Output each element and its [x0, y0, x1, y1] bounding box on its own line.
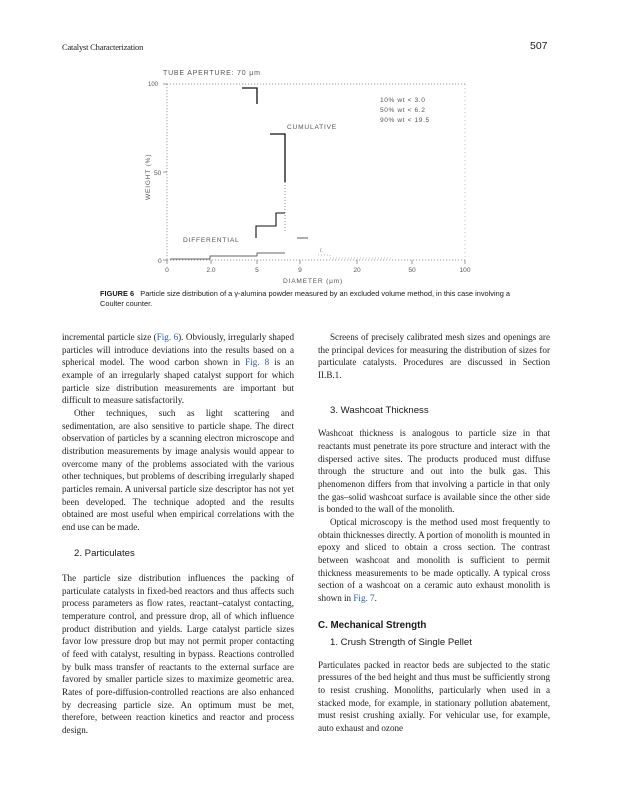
baseline-steps — [170, 253, 285, 259]
cumulative-curve-middle — [270, 134, 285, 182]
stat-line-50: 50% wt < 6.2 — [380, 107, 426, 114]
section-heading: C. Mechanical Strength — [318, 620, 427, 632]
x-tick-label: 5 — [255, 267, 259, 274]
cumulative-label: CUMULATIVE — [287, 124, 338, 131]
caption-text-after: -alumina powder measured by an excluded volume method, in this case involving a Coulter counter. — [100, 289, 511, 308]
paragraph: Other techniques, such as light scattering and sedimentation, are also sensitive to particle shape. The direct observation of particles by a scanning electron microscope and distribution measurements by image analysis would appear to overcome many of the problems associated with the various other techniques, but problems of describing irregularly shaped particles remain. A universal particle size descriptor has not yet been developed. The technique adopted and the results obtained are most useful when empirical correlations with the end use can be made. — [62, 407, 294, 532]
text-run: is an example of an irregularly shaped catalyst support for which particle size distribution measurements are important but difficult to measure satisfactorily. — [62, 357, 294, 406]
x-tick-label: 50 — [408, 267, 416, 274]
figure-link[interactable]: Fig. 7 — [353, 592, 375, 603]
figure-caption — [100, 289, 530, 309]
stat-line-10: 10% wt < 3.0 — [380, 97, 426, 104]
right-column — [318, 331, 550, 735]
paragraph — [62, 331, 294, 407]
caption-label: FIGURE 6 — [100, 289, 135, 298]
y-axis-label: WEIGHT (%) — [145, 153, 152, 200]
x-tick-label: 100 — [459, 267, 471, 274]
baseline-dotted — [318, 255, 392, 258]
small-marker: /. — [320, 248, 323, 254]
figure-6 — [130, 60, 490, 292]
paragraph — [318, 516, 550, 605]
tube-aperture-label: TUBE APERTURE: 70 μm — [163, 70, 261, 77]
section-heading: 3. Washcoat Thickness — [330, 404, 429, 416]
text-run: Optical microscopy is the method used most frequently to obtain thicknesses directly. A portion of monolith is mounted in epoxy and sliced to obtain a cross section. The contrast between washcoat and monolith is sufficient to permit thickness measurements to be made optically. A typical cross section of a washcoat on a ceramic auto exhaust monolith is shown in — [318, 516, 550, 603]
caption-gamma: γ — [234, 289, 239, 298]
paragraph: Screens of precisely calibrated mesh sizes and openings are the principal devices for measuring the distribution of sizes for particulate catalysts. Procedures are discussed in Section II.B.1. — [318, 332, 550, 380]
x-tick-label: 9 — [298, 267, 302, 274]
y-zero-tick-label: 0 — [158, 258, 162, 265]
y-mid-tick-label: 50 — [154, 170, 162, 177]
y-top-tick-label: 100 — [148, 82, 159, 88]
paragraph: Washcoat thickness is analogous to particle size in that reactants must penetrate its pore structure and interact with the dispersed active sites. The products produced must diffuse through the structure and out into the bulk gas. This phenomenon differs from that involving a particle in that only the gas–solid washcoat surface is available since the other side is bonded to the wall of the monolith. — [318, 428, 550, 515]
text-run: ). Obviously, irregularly shaped particles will introduce deviations into the results based on a spherical model. The wood carbon shown in — [62, 332, 294, 368]
subsection-heading: 1. Crush Strength of Single Pellet — [330, 637, 472, 649]
figure-link[interactable]: Fig. 6 — [156, 332, 179, 342]
paragraph: The particle size distribution influences the packing of particulate catalysts in fixed-bed reactors and thus affects such process parameters as flow rates, reactant–catalyst contacting, temperature control, and pressure drop, all of which influence product distribution and yields. Large catalyst particle sizes favor low pressure drop but may not permit proper contacting of feed with catalyst, resulting in bypass. Reactions controlled by bulk mass transfer of reactants to the external surface are favored by smaller particle sizes to maximize geometric area. Rates of pore-diffusion-controlled reactions are also enhanced by decreasing particle size. An optimum must be met, therefore, between reaction kinetics and reactor and process design. — [62, 573, 294, 736]
section-heading: 2. Particulates — [74, 547, 135, 559]
running-head: Catalyst Characterization — [62, 42, 144, 52]
cumulative-curve-upper — [242, 88, 257, 104]
caption-text-before: Particle size distribution of a — [140, 289, 235, 298]
text-run: incremental particle size ( — [62, 332, 157, 342]
left-column — [62, 331, 294, 737]
text-run: . — [374, 592, 377, 603]
differential-label: DIFFERENTIAL — [183, 237, 240, 244]
x-tick-label: 20 — [353, 267, 361, 274]
paragraph: Particulates packed in reactor beds are subjected to the static pressures of the bed height and thus must be sufficiently strong to resist crushing. Monoliths, particularly when used in a stacked mode, for example, in stationary pollution abatement, must resist crushing axially. For vehicular use, for example, auto exhaust and ozone — [318, 659, 550, 734]
stat-line-90: 90% wt < 19.5 — [380, 117, 430, 124]
figure-link[interactable]: Fig. 8 — [245, 357, 270, 368]
differential-curve — [256, 213, 285, 238]
x-axis-label: DIAMETER (μm) — [283, 278, 343, 285]
particle-size-chart — [130, 60, 490, 292]
x-tick-label: 0 — [165, 267, 169, 274]
x-tick-label: 2.0 — [206, 267, 216, 274]
page-number: 507 — [530, 40, 548, 52]
